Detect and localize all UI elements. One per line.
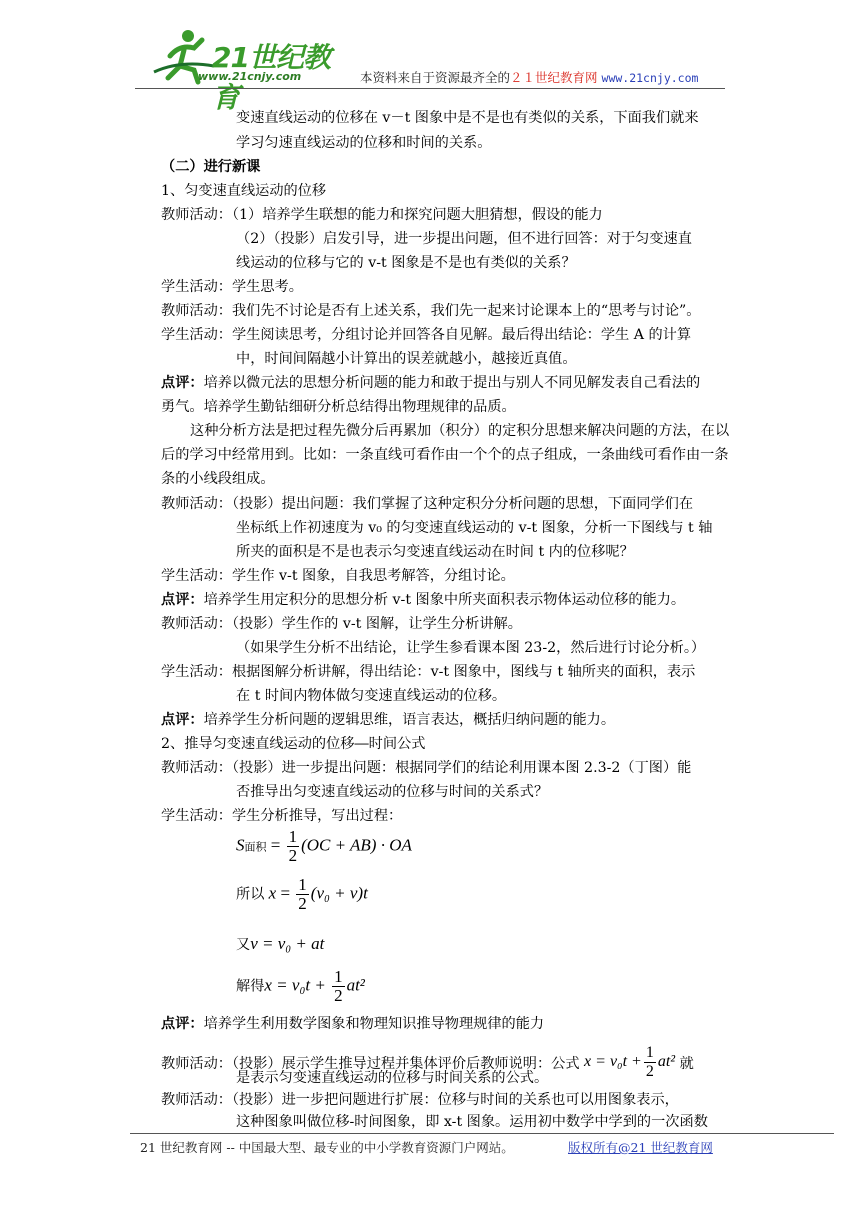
text-line: 这种图象叫做位移-时间图象，即 x-t 图象。运用初中数学中学到的一次函数 <box>236 1114 708 1130</box>
inline-formula <box>584 1044 676 1080</box>
comment-line <box>161 373 700 393</box>
comment-label: 点评： <box>161 592 204 608</box>
eq-expression: x = v₀t + <box>264 975 326 995</box>
text-line: 学生活动：学生分析推导，写出过程： <box>161 808 403 824</box>
text-line: 条的小线段组成。 <box>161 471 275 487</box>
text-line: 否推导出匀变速直线运动的位移与时间的关系式？ <box>236 784 549 800</box>
text-line: 教师活动：我们先不讨论是否有上述关系，我们先一起来讨论课本上的“思考与讨论”。 <box>161 303 701 319</box>
text-segment: 教师活动：（投影）展示学生推导过程并集体评价后教师说明：公式 <box>161 1056 580 1073</box>
fraction-denominator: 2 <box>645 1063 654 1080</box>
text-line: 所夹的面积是不是也表示匀变速直线运动在时间 t 内的位移呢？ <box>236 544 634 560</box>
page-footer <box>140 1138 713 1156</box>
subsection-heading: 2、推导匀变速直线运动的位移―时间公式 <box>161 736 426 752</box>
text-line: 教师活动：（1）培养学生联想的能力和探究问题大胆猜想，假设的能力 <box>161 207 603 223</box>
text-line: 线运动的位移与它的 v-t 图象是不是也有类似的关系？ <box>236 255 576 271</box>
copyright-link[interactable]: 版权所有@21 世纪教育网 <box>568 1140 713 1155</box>
text-line: 后的学习中经常用到。比如：一条直线可看作由一个个的点子组成，一条曲线可看作由一条 <box>161 447 729 463</box>
comment-label: 点评： <box>161 712 204 728</box>
fraction <box>287 828 300 865</box>
eq-prefix: 所以 <box>236 886 265 903</box>
equation-velocity <box>236 934 324 954</box>
fraction <box>644 1044 656 1081</box>
header-notice <box>360 68 698 86</box>
text-line: 教师活动：（投影）学生作的 v-t 图解，让学生分析讲解。 <box>161 616 522 632</box>
eq-expression: x = v₀t + <box>584 1053 642 1071</box>
subsection-heading: 1、匀变速直线运动的位移 <box>161 183 327 199</box>
comment-text: 培养学生分析问题的逻辑思维，语言表达，概括归纳问题的能力。 <box>203 712 616 728</box>
header-url-link[interactable]: www.21cnjy.com <box>601 71 699 85</box>
logo-url: www.21cnjy.com <box>198 70 302 83</box>
text-line: 勇气。培养学生勤钻细研分析总结得出物理规律的品质。 <box>161 399 516 415</box>
fraction-denominator: 2 <box>334 986 343 1005</box>
comment-text: 培养以微元法的思想分析问题的能力和敢于提出与别人不同见解发表自己看法的 <box>203 375 701 391</box>
equation-result <box>236 968 365 1005</box>
fraction-denominator: 2 <box>298 894 307 913</box>
comment-line <box>161 710 615 730</box>
comment-text: 培养学生用定积分的思想分析 v-t 图象中所夹面积表示物体运动位移的能力。 <box>203 592 686 608</box>
eq-expression: at² <box>346 975 365 995</box>
eq-expression: (OC + AB) · OA <box>301 835 412 855</box>
text-line: （如果学生分析不出结论，让学生参看课本图 23-2，然后进行讨论分析。） <box>236 640 706 656</box>
equation-displacement: 所以 x = $\frac{1}{2}$ (v₀ + v)t <box>236 875 368 913</box>
fraction <box>296 876 309 913</box>
section-heading: （二）进行新课 <box>161 159 261 175</box>
text-line: 教师活动：（投影）进一步提出问题：根据同学们的结论利用课本图 2.3-2（丁图）能 <box>161 760 692 776</box>
text-line: 学生活动：根据图解分析讲解，得出结论：v-t 图象中，图线与 t 轴所夹的面积，表示 <box>161 664 696 680</box>
eq-expression: v = v₀ + at <box>250 934 325 953</box>
text-line: 是表示匀变速直线运动的位移与时间关系的公式。 <box>236 1070 549 1086</box>
header-notice-prefix: 本资料来自于资源最齐全的 <box>360 70 511 85</box>
fraction <box>332 968 345 1005</box>
site-logo[interactable] <box>150 22 340 114</box>
text-line: 坐标纸上作初速度为 v₀ 的匀变速直线运动的 v-t 图象，分析一下图线与 t 轴 <box>236 520 713 536</box>
fraction-numerator: 1 <box>645 1044 654 1061</box>
logo-brand: 21世纪教育 <box>212 41 330 114</box>
comment-text: 培养学生利用数学图象和物理知识推导物理规律的能力 <box>203 1016 545 1032</box>
text-line: 中，时间间隔越小计算出的误差就越小，越接近真值。 <box>236 351 577 367</box>
footer-text: 21 世纪教育网 -- 中国最大型、最专业的中小学教育资源门户网站。 <box>140 1140 514 1155</box>
text-line: 教师活动：（投影）进一步把问题进行扩展：位移与时间的关系也可以用图象表示， <box>161 1092 679 1108</box>
header-divider <box>135 88 725 89</box>
header-site-link[interactable]: ２１世纪教育网 <box>510 70 598 85</box>
text-segment: 就 <box>679 1056 694 1073</box>
comment-line <box>161 590 685 610</box>
footer-divider <box>130 1133 834 1134</box>
fraction-numerator: 1 <box>288 827 298 846</box>
text-line: 学生活动：学生作 v-t 图象，自我思考解答，分组讨论。 <box>161 568 515 584</box>
fraction-denominator: 2 <box>288 846 298 865</box>
eq-symbol: S <box>236 835 245 855</box>
comment-label: 点评： <box>161 375 204 391</box>
eq-prefix: 又 <box>236 937 251 953</box>
text-line: 在 t 时间内物体做匀变速直线运动的位移。 <box>236 688 507 704</box>
page-header <box>0 0 860 114</box>
fraction-numerator: 1 <box>334 967 343 986</box>
text-line: 教师活动：（投影）提出问题：我们掌握了这种定积分分析问题的思想，下面同学们在 <box>161 496 694 512</box>
comment-label: 点评： <box>161 1016 204 1032</box>
eq-expression: at² <box>657 1053 676 1071</box>
eq-prefix: 解得 <box>236 978 265 995</box>
equation-area: S面积 = $\frac{1}{2}$ (OC + AB) · OA <box>236 827 412 865</box>
text-line: 学生活动：学生阅读思考，分组讨论并回答各自见解。最后得出结论：学生 A 的计算 <box>161 327 692 343</box>
eq-subscript: 面积 <box>244 841 267 854</box>
fraction-numerator: 1 <box>298 875 307 894</box>
text-line: （2）（投影）启发引导，进一步提出问题，但不进行回答：对于匀变速直 <box>236 231 692 247</box>
text-line: 学习匀速直线运动的位移和时间的关系。 <box>236 135 492 151</box>
text-line: 学生活动：学生思考。 <box>161 279 303 295</box>
text-line: 变速直线运动的位移在 v－t 图象中是不是也有类似的关系，下面我们就来 <box>236 110 699 126</box>
text-line: 这种分析方法是把过程先微分后再累加（积分）的定积分思想来解决问题的方法，在以 <box>190 423 730 439</box>
comment-line <box>161 1014 544 1034</box>
eq-expression: (v₀ + v)t <box>310 883 368 903</box>
